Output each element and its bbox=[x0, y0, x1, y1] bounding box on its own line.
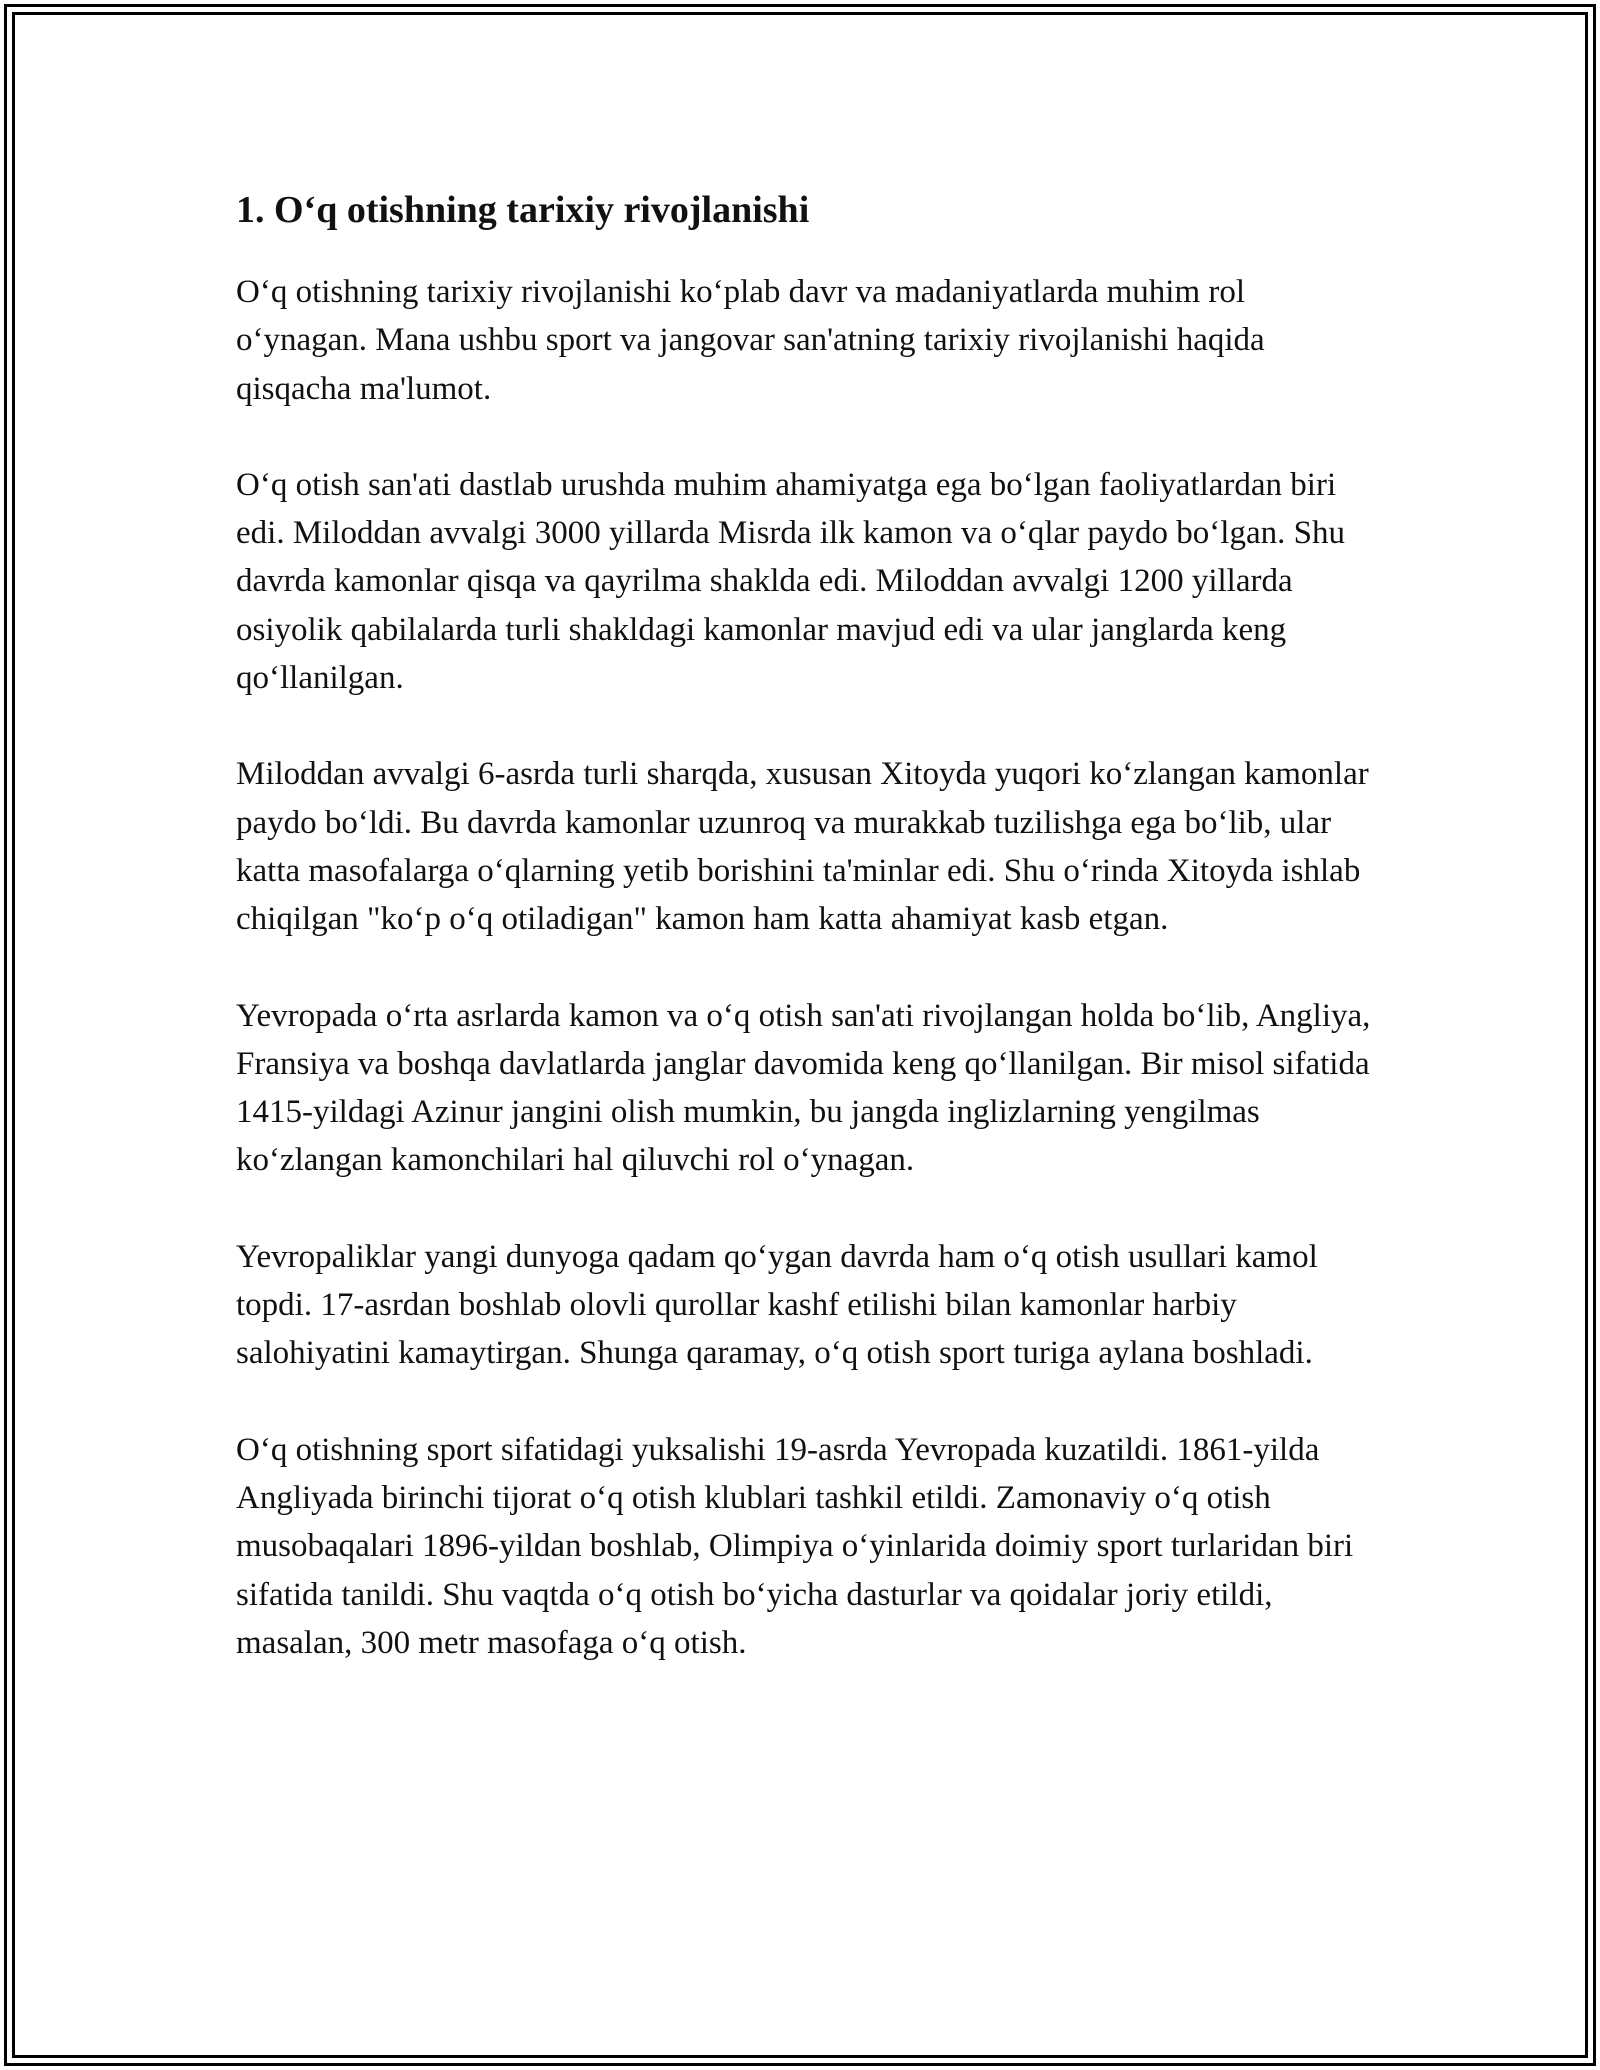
paragraph-medieval-europe: Yevropada o‘rta asrlarda kamon va o‘q otish san'ati rivojlangan holda bo‘lib, Angliya, Fransiya va boshqa davlatlarda janglar davomida keng qo‘llanilgan. Bir misol sifatida 1415-yildagi Azinur jangini olish mumkin, bu jangda inglizlarning yengilmas ko‘zlangan kamonchilari hal qiluvchi rol o‘ynagan. bbox=[236, 997, 1371, 1179]
paragraph-intro: O‘q otishning tarixiy rivojlanishi ko‘plab davr va madaniyatlarda muhim rol o‘ynagan. Mana ushbu sport va jangovar san'atning tarixiy rivojlanishi haqida qisqacha ma'lumot. bbox=[236, 274, 1265, 407]
paragraph-new-world: Yevropaliklar yangi dunyoga qadam qo‘ygan davrda ham o‘q otish usullari kamol topdi. 17-asrdan boshlab olovli qurollar kashf etilishi bilan kamonlar harbiy salohiyatini kamaytirgan. Shunga qaramay, o‘q otish sport turiga aylana boshladi. bbox=[236, 1238, 1318, 1372]
section-heading: 1. O‘q otishning tarixiy rivojlanishi bbox=[236, 189, 810, 231]
paragraph-modern-sport: O‘q otishning sport sifatidagi yuksalishi 19-asrda Yevropada kuzatildi. 1861-yilda Angliyada birinchi tijorat o‘q otish klublari tashkil etildi. Zamonaviy o‘q otish musobaqalari 1896-yildan boshlab, Olimpiya o‘yinlarida doimiy sport turlaridan biri sifatida tanildi. Shu vaqtda o‘q otish bo‘yicha dasturlar va qoidalar joriy etildi, masalan, 300 metr masofaga o‘q otish. bbox=[236, 1431, 1354, 1661]
document-body bbox=[236, 186, 1376, 1715]
paragraph-ancient-egypt: O‘q otish san'ati dastlab urushda muhim ahamiyatga ega bo‘lgan faoliyatlardan biri edi. Miloddan avvalgi 3000 yillarda Misrda ilk kamon va o‘qlar paydo bo‘lgan. Shu davrda kamonlar qisqa va qayrilma shaklda edi. Miloddan avvalgi 1200 yillarda osiyolik qabilalarda turli shakldagi kamonlar mavjud edi va ular janglarda keng qo‘llanilgan. bbox=[236, 466, 1345, 697]
paragraph-china: Miloddan avvalgi 6-asrda turli sharqda, xususan Xitoyda yuqori ko‘zlangan kamonlar paydo bo‘ldi. Bu davrda kamonlar uzunroq va murakkab tuzilishga ega bo‘lib, ular katta masofalarga o‘qlarning yetib borishini ta'minlar edi. Shu o‘rinda Xitoyda ishlab chiqilgan "ko‘p o‘q otiladigan" kamon ham katta ahamiyat kasb etgan. bbox=[236, 756, 1369, 938]
